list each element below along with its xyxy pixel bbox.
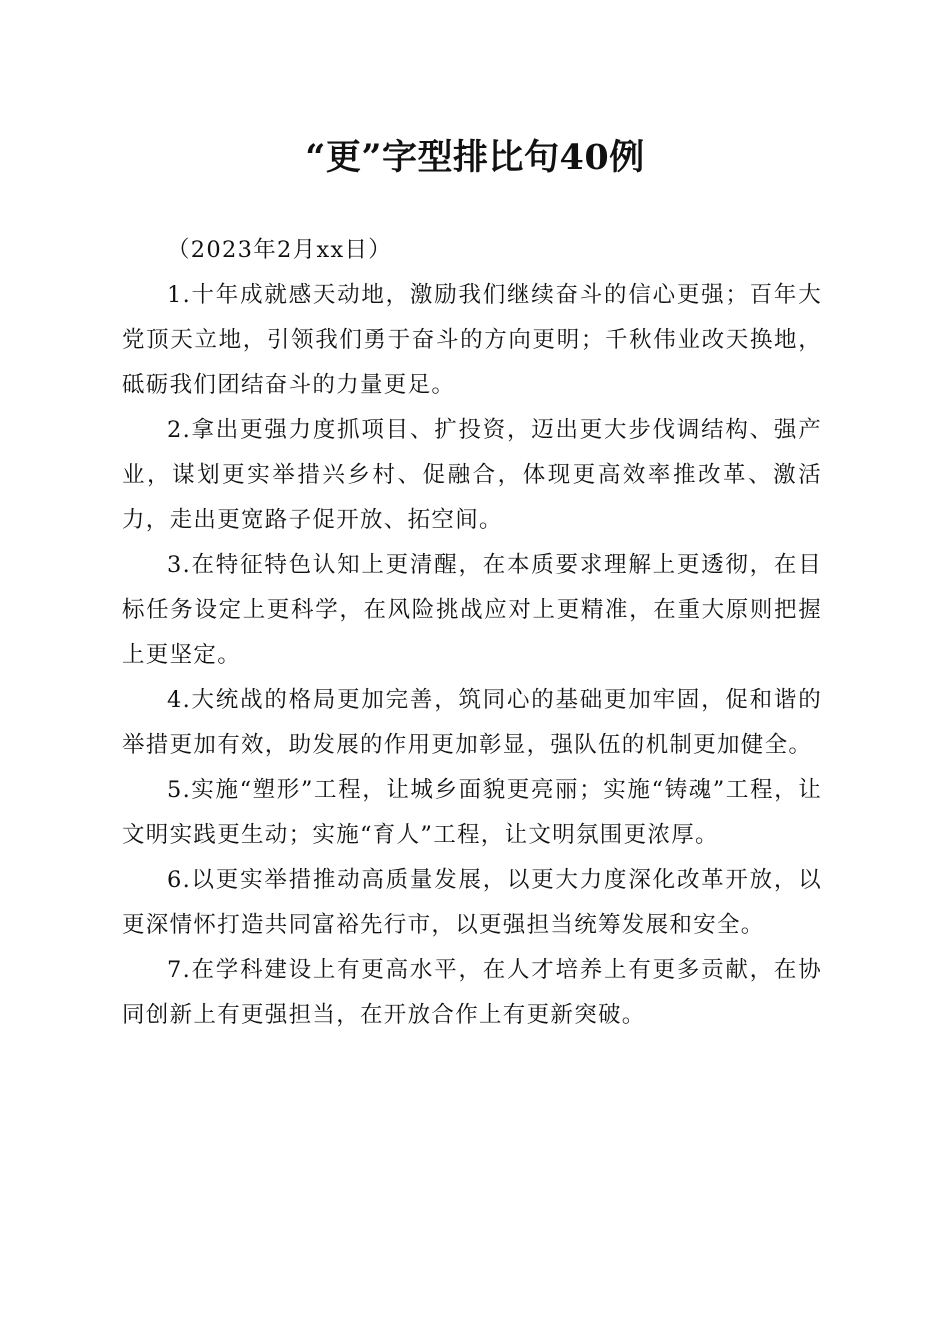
paragraph-1: 1.十年成就感天动地，激励我们继续奋斗的信心更强；百年大党顶天立地，引领我们勇于奋斗的方向更明；千秋伟业改天换地，砥砺我们团结奋斗的力量更足。 <box>122 282 822 398</box>
paragraph-7: 7.在学科建设上有更高水平，在人才培养上有更多贡献，在协同创新上有更强担当，在开放合作上有更新突破。 <box>122 957 822 1028</box>
document-body <box>122 228 822 1038</box>
document-title: “更”字型排比句40例 <box>305 137 645 178</box>
paragraph-5: 5.实施“塑形”工程，让城乡面貌更亮丽；实施“铸魂”工程，让文明实践更生动；实施“育人”工程，让文明氛围更浓厚。 <box>122 777 822 848</box>
paragraph-4: 4.大统战的格局更加完善，筑同心的基础更加牢固，促和谐的举措更加有效，助发展的作用更加彰显，强队伍的机制更加健全。 <box>122 687 822 758</box>
paragraph-3: 3.在特征特色认知上更清醒，在本质要求理解上更透彻，在目标任务设定上更科学，在风险挑战应对上更精准，在重大原则把握上更坚定。 <box>122 552 822 668</box>
paragraph-6: 6.以更实举措推动高质量发展，以更大力度深化改革开放，以更深情怀打造共同富裕先行市，以更强担当统筹发展和安全。 <box>122 867 822 938</box>
paragraph-2: 2.拿出更强力度抓项目、扩投资，迈出更大步伐调结构、强产业，谋划更实举措兴乡村、促融合，体现更高效率推改革、激活力，走出更宽路子促开放、拓空间。 <box>122 417 822 533</box>
date-line: （2023年2月xx日） <box>167 237 393 263</box>
